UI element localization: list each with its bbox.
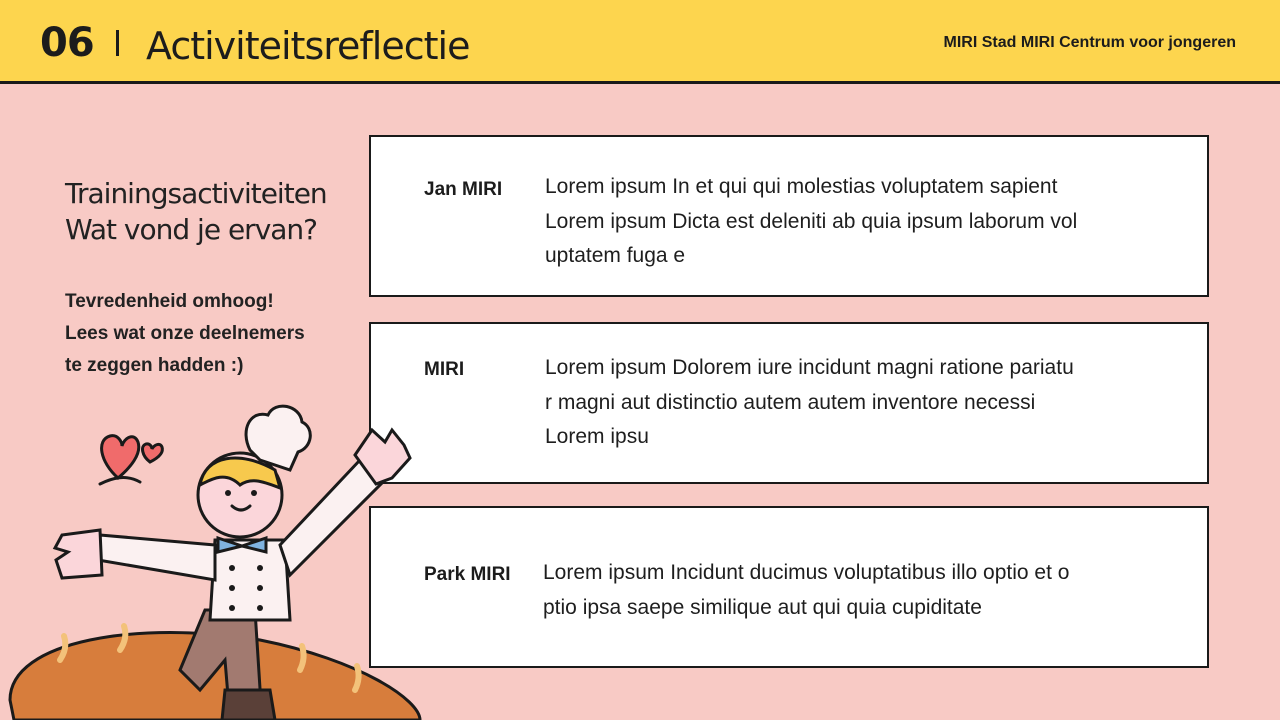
reviewer-name: MIRI — [424, 359, 465, 380]
review-line: Lorem ipsum Dolorem iure incidunt magni ratione pariatu — [545, 356, 1074, 379]
review-line: ptio ipsa saepe similique aut qui quia cupiditate — [543, 595, 982, 619]
review-text — [545, 351, 1165, 455]
review-line: r magni aut distinctio autem autem inventore necessi — [545, 390, 1036, 414]
reviewer-name: Park MIRI — [424, 564, 511, 585]
header-bar — [0, 0, 1280, 84]
review-line: Lorem ipsum Dicta est deleniti ab quia ipsum laborum vol — [545, 209, 1078, 233]
review-text — [543, 556, 1163, 625]
review-line: uptatem fuga e — [545, 244, 686, 267]
intro-heading — [65, 176, 327, 248]
review-card — [369, 322, 1209, 484]
intro-subtext — [65, 286, 305, 382]
intro-heading-line: Trainingsactiviteiten — [65, 177, 327, 210]
review-card — [369, 135, 1209, 297]
review-line: Lorem ipsum In et qui qui molestias voluptatem sapient — [545, 175, 1058, 198]
review-line: Lorem ipsu — [545, 425, 649, 448]
header-divider — [116, 30, 119, 56]
review-line: Lorem ipsum Incidunt ducimus voluptatibus illo optio et o — [543, 561, 1070, 584]
reviewer-name: Jan MIRI — [424, 179, 503, 200]
intro-subtext-line: te zeggen hadden :) — [65, 355, 244, 376]
intro-subtext-line: Lees wat onze deelnemers — [65, 323, 305, 344]
intro-heading-line: Wat vond je ervan? — [65, 213, 318, 246]
organization-name: MIRI Stad MIRI Centrum voor jongeren — [943, 34, 1236, 51]
baker-illustration — [0, 380, 440, 720]
review-text — [545, 170, 1165, 274]
hearts-icon — [100, 436, 162, 484]
section-number: 06 — [40, 20, 94, 66]
review-card — [369, 506, 1209, 668]
intro-subtext-line: Tevredenheid omhoog! — [65, 291, 274, 312]
page-title: Activiteitsreflectie — [146, 24, 470, 68]
